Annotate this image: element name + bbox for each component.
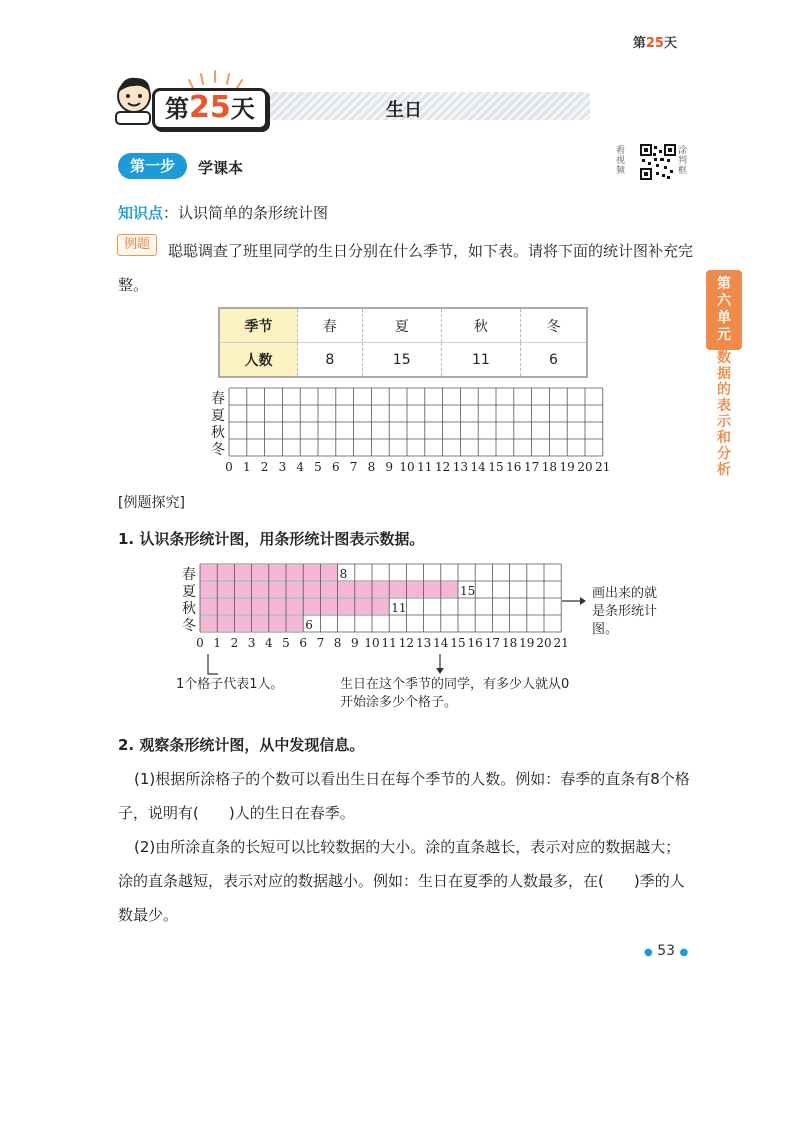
x-tick-label: 1 [242,460,251,474]
x-tick-label: 8 [333,636,342,650]
label-box [303,615,315,632]
category-label: 冬 [211,442,225,458]
step-badge: 第一步 [118,153,187,179]
table-row [219,343,587,378]
x-tick-label: 0 [225,460,233,474]
x-tick-label: 18 [541,460,558,474]
x-tick-label: 5 [282,636,290,650]
table-cell: 15 [362,343,441,378]
table-cell: 夏 [362,308,441,343]
top-day-prefix: 第 [632,36,646,51]
x-tick-label: 13 [452,460,469,474]
category-label: 秋 [182,601,196,617]
unit-topic: 数据的表示和分析 [717,350,731,478]
page-number-value: 53 [657,943,676,959]
x-tick-label: 3 [247,636,256,650]
x-tick-label: 12 [434,460,451,474]
x-tick-label: 17 [484,636,501,650]
x-tick-label: 9 [385,460,394,474]
x-tick-label: 11 [381,636,397,650]
x-tick-label: 6 [299,636,308,650]
section2-para1: (1)根据所涂格子的个数可以看出生日在每个季节的人数。例如：春季的直条有8个格子，说明有( )人的生日在春季。 [118,770,690,822]
table-cell: 春 [298,308,363,343]
day-badge-number: 25 [189,90,231,125]
x-tick-label: 5 [314,460,322,474]
label-box [458,581,477,598]
label-box [338,564,350,581]
x-tick-label: 8 [367,460,376,474]
knowledge-label: 知识点 [118,204,164,222]
unit-label: 第六单元 [717,276,731,343]
dot-icon: ● [644,947,653,958]
table-header-count: 人数 [219,343,298,378]
table-cell: 11 [441,343,520,378]
x-tick-label: 3 [278,460,287,474]
category-label: 秋 [211,425,225,441]
x-tick-label: 19 [559,460,575,474]
x-tick-label: 0 [196,636,204,650]
chart-side-note: 画出来的就是条形统计图。 [592,586,658,637]
explore-label: [例题探究] [118,495,185,511]
x-tick-label: 17 [523,460,540,474]
table-cell: 8 [298,343,363,378]
x-tick-label: 11 [417,460,433,474]
note-grid-unit: 1个格子代表1人。 [176,677,284,692]
section2-para2: (2)由所涂直条的长短可以比较数据的大小。涂的直条越长，表示对应的数据越大；涂的直条越短，表示对应的数据越小。例如：生日在夏季的人数最多，在( )季的人数最少。 [118,838,685,924]
table-cell: 秋 [441,308,520,343]
page-number [644,943,688,959]
day-badge [152,88,268,130]
table-cell: 6 [549,351,558,368]
x-tick-label: 16 [506,460,522,474]
x-tick-label: 9 [350,636,359,650]
x-tick-label: 4 [264,636,273,650]
x-tick-label: 1 [213,636,222,650]
x-tick-label: 10 [364,636,380,650]
x-tick-label: 20 [536,636,552,650]
bar-data-label: 11 [391,601,407,615]
knowledge-text: ：认识简单的条形统计图 [163,204,329,222]
example-text: 聪聪调查了班里同学的生日分别在什么季节，如下表。请将下面的统计图补充完整。 [118,242,694,294]
category-label: 夏 [211,408,225,424]
qr-code-icon[interactable] [640,144,676,180]
season-table [218,307,588,378]
x-tick-label: 16 [467,636,483,650]
x-tick-label: 7 [349,460,358,474]
x-tick-label: 21 [553,636,569,650]
x-tick-label: 19 [519,636,535,650]
note-fill-rule: 生日在这个季节的同学，有多少人就从0开始涂多少个格子。 [340,677,570,710]
x-tick-label: 2 [260,460,269,474]
x-tick-label: 15 [450,636,466,650]
day-badge-suffix: 天 [230,95,255,123]
day-badge-prefix: 第 [165,95,189,123]
x-tick-label: 12 [398,636,415,650]
top-day-number: 25 [645,36,664,51]
x-tick-label: 13 [415,636,432,650]
x-tick-label: 4 [296,460,305,474]
example-tag: 例题 [117,234,157,256]
bar-data-label: 6 [305,618,313,632]
x-tick-label: 14 [470,460,486,474]
bar-data-label: 15 [460,584,476,598]
bar-data-label: 8 [339,567,348,581]
category-label: 春 [182,567,196,583]
x-tick-label: 20 [577,460,593,474]
bar-2 [200,599,389,614]
category-label: 春 [211,391,225,407]
knowledge-point [118,202,328,223]
step-label: 学课本 [198,159,244,177]
qr-label-right: 涂判框 [678,146,688,176]
page-title: 生日 [386,100,422,121]
arrow-right-icon [560,594,590,608]
table-cell: 冬 [520,308,587,343]
section2-title: 2. 观察条形统计图，从中发现信息。 [118,736,365,754]
category-label: 夏 [182,584,196,600]
section1-title: 1. 认识条形统计图，用条形统计图表示数据。 [118,530,425,548]
x-tick-label: 6 [331,460,340,474]
table-header-season: 季节 [219,308,298,343]
empty-bar-chart [205,384,611,480]
label-box [389,598,408,615]
x-tick-label: 15 [488,460,504,474]
qr-label-left: 看视频 [616,146,626,176]
unit-side-tab [706,270,742,350]
x-tick-label: 7 [316,636,325,650]
dot-icon: ● [679,947,689,958]
top-day-label [633,32,677,51]
x-tick-label: 21 [595,460,611,474]
top-day-suffix: 天 [663,36,677,51]
x-tick-label: 14 [433,636,449,650]
table-row [219,308,587,343]
x-tick-label: 2 [230,636,239,650]
bar-1 [200,582,458,597]
filled-bar-chart [174,560,574,660]
category-label: 冬 [182,618,196,634]
x-tick-label: 18 [501,636,518,650]
x-tick-label: 10 [399,460,415,474]
